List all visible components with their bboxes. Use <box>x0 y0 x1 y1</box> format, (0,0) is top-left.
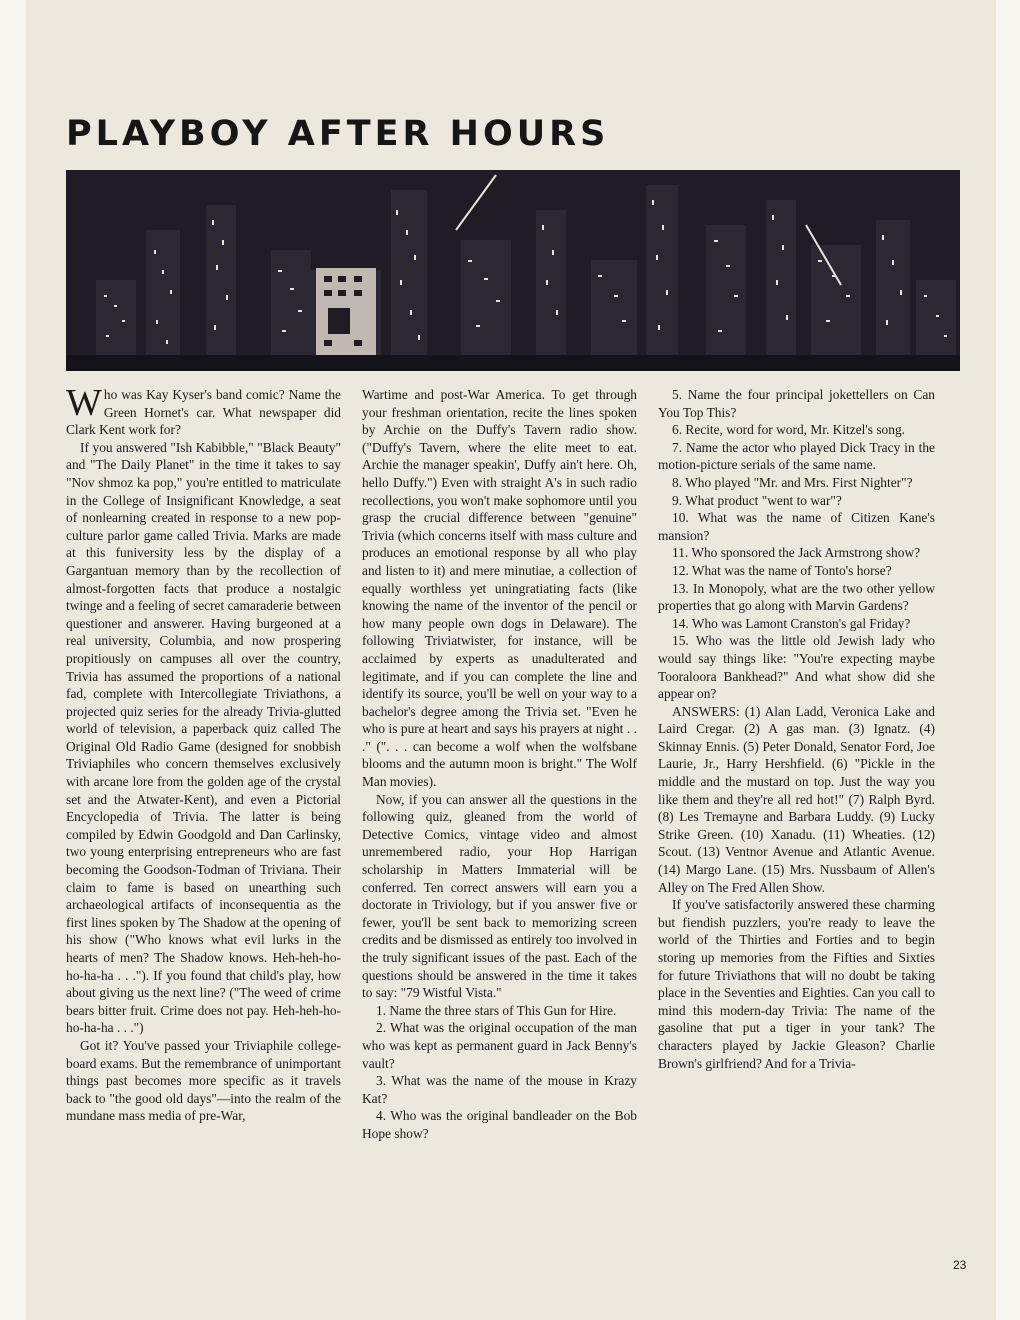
quiz-question: 5. Name the four principal jokettellers on Can You Top This? <box>658 387 935 420</box>
quiz-question: 2. What was the original occupation of the man who was kept as permanent guard in Jack Benny's vault? <box>362 1020 637 1071</box>
paragraph: If you answered "Ish Kabibble," "Black Beauty" and "The Daily Planet" in the time it takes to say "Nov shmoz ka pop," you're entitled to matriculate in the College of Insignificant Knowledge, a seat of nonlearning created in response to a new pop-culture parlor game called Trivia. Marks are made at this funiversity less by the display of a Gargantuan memory than by the recollection of almost-forgotten facts that produce a nostalgic twinge and a feeling of secret camaraderie between questioner and answerer. Having burgeoned at a real university, Columbia, and now prospering propitiously on campuses all over the country, Trivia has assumed the proportions of a national fad, complete with Intercollegiate Triviathons, a projected quiz series for the already Trivia-glutted world of television, a paperback quiz called The Original Old Radio Game (designed for snobbish Triviaphiles who concern themselves exclusively with arcane lore from the golden age of the crystal set and the Atwater-Kent), and even a Pictorial Encyclopedia of Trivia. The latter is being compiled by Edwin Goodgold and Dan Carlinsky, two young enterprising entrepreneurs who are fast becoming the Goodson-Todman of Triviana. Their claim to fame is based on unearthing such archaeological artifacts of inconsequentia as the first lines spoken by The Shadow at the opening of his show ("Who knows what evil lurks in the hearts of men? The Shadow knows. Heh-heh-ho-ho-ha-ha . . ."). If you found that child's play, how about giving us the next line? ("The weed of crime bears bitter fruit. Crime does not pay. Heh-heh-ho-ho-ha-ha . . .") <box>66 439 341 1036</box>
quiz-question: 3. What was the name of the mouse in Krazy Kat? <box>362 1073 637 1106</box>
quiz-question: 10. What was the name of Citizen Kane's mansion? <box>658 510 935 543</box>
city-skyline-illustration <box>66 170 960 371</box>
article-column-3 <box>658 386 935 1286</box>
article-column-1 <box>66 386 341 1286</box>
paragraph: If you've satisfactorily answered these charming but fiendish puzzlers, you're ready to leave the world of the Thirties and Forties and to begin storing up memories from the Fifties and Sixties for future Triviathons that will no doubt be taking place in the Seventies and Eighties. Can you call to mind this modern-day Trivia: The name of the gasoline that put a tiger in your tank? The characters played by Jackie Gleason? Charlie Brown's girlfriend? And for a Trivia- <box>658 897 935 1071</box>
drop-cap: W <box>66 386 102 424</box>
page-edge-left <box>0 0 26 1320</box>
page-title: PLAYBOY AFTER HOURS <box>66 114 610 154</box>
quiz-question: 1. Name the three stars of This Gun for Hire. <box>376 1002 617 1018</box>
paragraph-text: ho was Kay Kyser's band comic? Name the Green Hornet's car. What newspaper did Clark Kent work for? <box>66 387 341 438</box>
paragraph: Got it? You've passed your Triviaphile college-board exams. But the remembrance of unimportant things past becomes more specific as it travels back to "the good old days"—into the realm of the mundane mass media of pre-War, <box>66 1037 341 1124</box>
quiz-question: 13. In Monopoly, what are the two other yellow properties that go along with Marvin Gardens? <box>658 580 935 614</box>
page-edge-right <box>996 0 1020 1320</box>
quiz-question: 9. What product "went to war"? <box>672 492 842 508</box>
quiz-answers: ANSWERS: (1) Alan Ladd, Veronica Lake and Laird Cregar. (2) A gas man. (3) Ignatz. (4) Skinnay Ennis. (5) Peter Donald, Senator Ford, Joe Laurie, Jr., Harry Hershfield. (6) "Pickle in the middle and the mustard on top. Just the way you like them and they're all red hot!" (7) Ralph Byrd. (8) Les Tremayne and Barbara Luddy. (9) Lucky Strike Green. (10) Xanadu. (11) Wheaties. (12) Scout. (13) Ventnor Avenue and Atlantic Avenue. (14) Margo Lane. (15) Mrs. Nussbaum of Allen's Alley on The Fred Allen Show. <box>658 703 935 895</box>
paragraph: Now, if you can answer all the questions in the following quiz, gleaned from the world of Detective Comics, vintage video and almost unremembered radio, your Hop Harrigan scholarship in Matters Immaterial will be conferred. Ten correct answers will earn you a doctorate in Triviology, but if you answer five or fewer, you'll be sent back to memorizing screen credits and be dismissed as entirely too involved in the truly significant issues of the past. Each of the questions should be answered in the time it takes to say: "79 Wistful Vista." <box>362 791 637 1001</box>
article-column-2 <box>362 386 637 1286</box>
quiz-question: 8. Who played "Mr. and Mrs. First Nighter"? <box>672 474 913 490</box>
quiz-question: 7. Name the actor who played Dick Tracy in the motion-picture serials of the same name. <box>658 439 935 473</box>
paragraph: Wartime and post-War America. To get through your freshman orientation, recite the lines spoken by Archie on the Duffy's Tavern radio show. ("Duffy's Tavern, where the elite meet to eat. Archie the manager speakin', Duffy ain't here. Oh, hello Duffy.") Even with straight A's in such radio recollections, you won't make sophomore until you grasp the crucial difference between "genuine" Trivia (which concerns itself with mass culture and produces an emotional response by all who play and listen to it) and mere minutiae, a collection of equally worthless yet uningratiating facts (like knowing the name of the inventor of the pencil or how many people own dogs in Delaware). The following Triviatwister, for instance, will be acclaimed by experts as unadulterated and legitimate, and if you can complete the line and identify its source, you'll be well on your way to a bachelor's degree among the Trivia set. "Even he who is pure at heart and says his prayers at night . . ." (". . . can become a wolf when the wolfsbane blooms and the autumn moon is bright." The Wolf Man movies). <box>362 387 637 790</box>
page-number: 23 <box>953 1258 967 1272</box>
quiz-question: 11. Who sponsored the Jack Armstrong show? <box>672 545 921 561</box>
quiz-question: 4. Who was the original bandleader on the Bob Hope show? <box>362 1108 637 1141</box>
quiz-question: 6. Recite, word for word, Mr. Kitzel's song. <box>672 422 905 438</box>
quiz-question: 14. Who was Lamont Cranston's gal Friday? <box>672 615 911 631</box>
skyline-svg <box>66 170 960 371</box>
quiz-question: 12. What was the name of Tonto's horse? <box>672 562 892 578</box>
paragraph <box>66 386 341 439</box>
quiz-question: 15. Who was the little old Jewish lady who would say things like: "You're expecting maybe Tooraloora Bankhead?" And what show did she appear on? <box>658 633 935 702</box>
